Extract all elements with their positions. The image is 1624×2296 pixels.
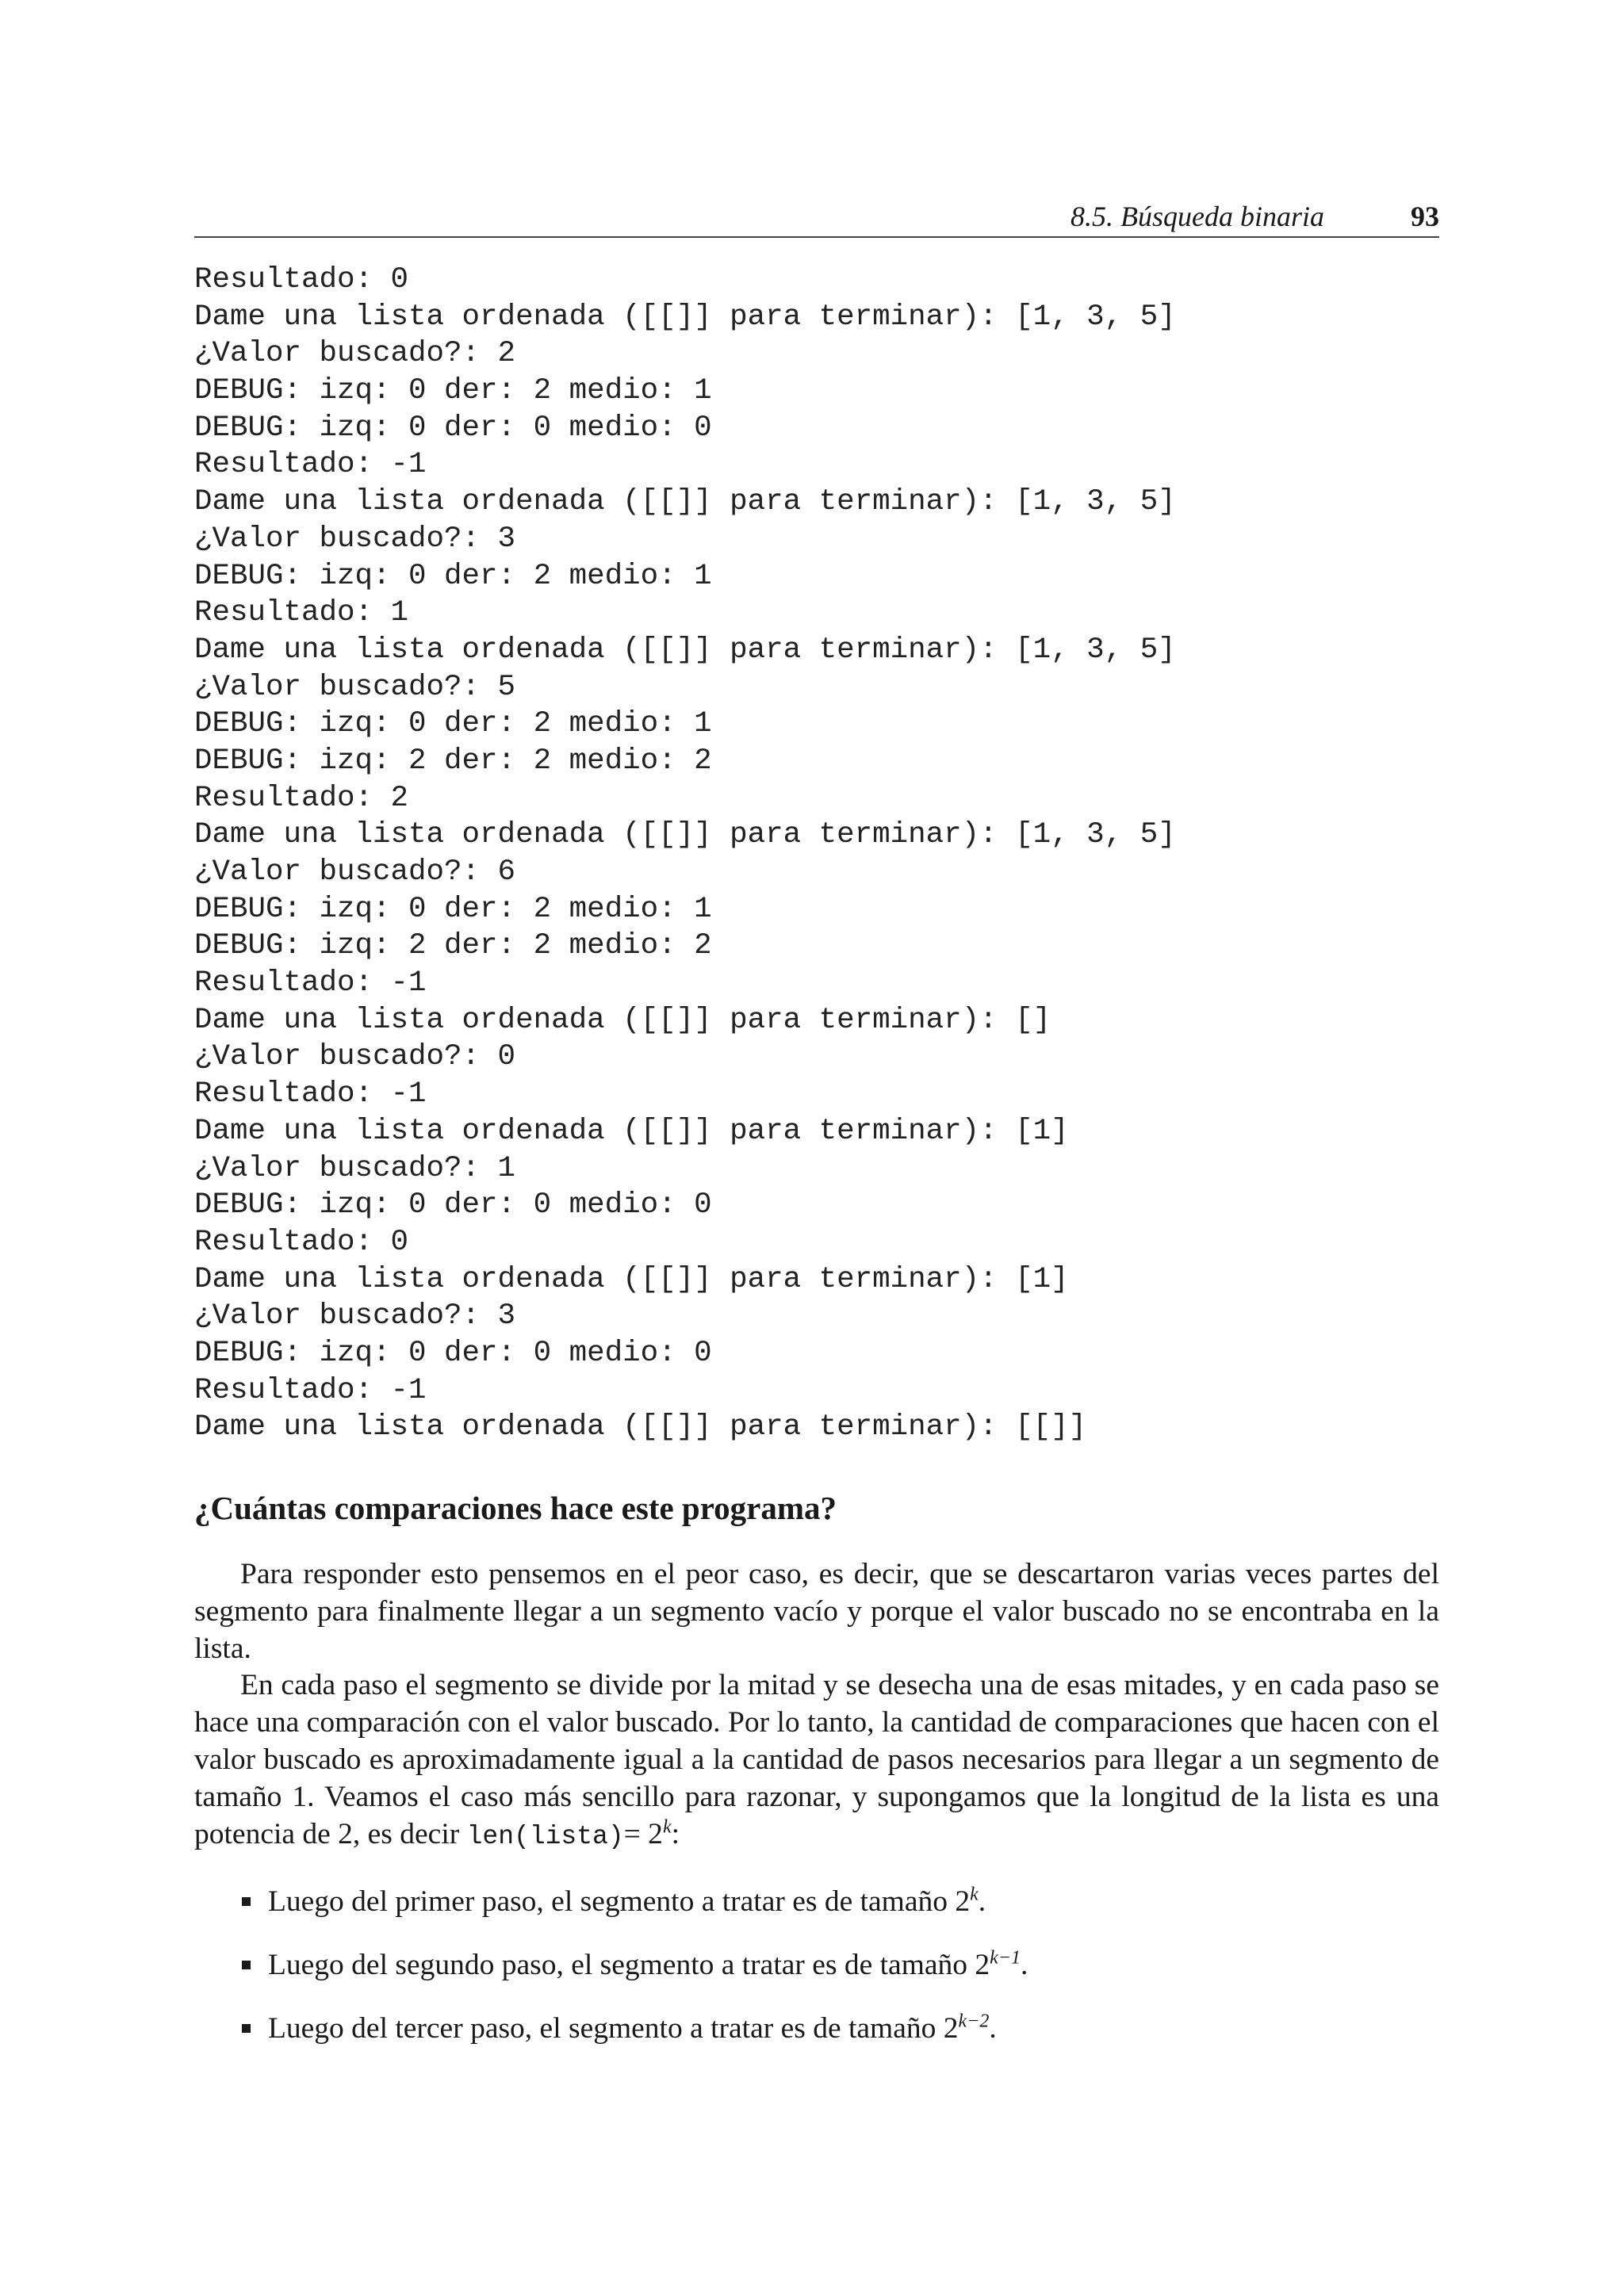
console-line: DEBUG: izq: 0 der: 2 medio: 1 [194,559,712,593]
bullet-square-icon [242,1897,251,1906]
console-line: Resultado: 0 [194,1225,409,1259]
list-item-end: . [978,1885,986,1918]
page-number: 93 [1411,201,1439,232]
list-item [194,1883,1028,1946]
console-line: Resultado: -1 [194,1077,427,1112]
list-item-end: . [989,2012,997,2045]
bullet-square-icon [242,1961,251,1969]
paragraph [194,1667,1439,1855]
console-line: Resultado: -1 [194,448,427,482]
header-section-title: 8.5. Búsqueda binaria [1071,201,1324,232]
paragraph-text: En cada paso el segmento se divide por la mitad y se desecha una de esas mitades, y en cada paso se hace una comparación con el valor buscado. Por lo tanto, la cantidad de comparaciones que hacen con el valor buscado es aproximadamente igual a la cantidad de pasos necesarios para llegar a un segmento de tamaño 1. Veamos el caso más sencillo para razonar, y supongamos que la longitud de la lista es una potencia de 2, es decir [194,1669,1439,1850]
console-line: Dame una lista ordenada ([[]] para terminar): [1, 3, 5] [194,300,1176,334]
console-line: Dame una lista ordenada ([[]] para terminar): [1] [194,1114,1069,1148]
console-line: DEBUG: izq: 0 der: 2 medio: 1 [194,707,712,741]
console-line: ¿Valor buscado?: 3 [194,522,516,556]
console-line: DEBUG: izq: 0 der: 2 medio: 1 [194,892,712,926]
console-line: ¿Valor buscado?: 0 [194,1040,516,1074]
exponent: k−2 [958,2011,990,2032]
paragraph: Para responder esto pensemos en el peor caso, es decir, que se descartaron varias veces partes del segmento para finalmente llegar a un segmento vacío y porque el valor buscado no se encontraba en la lista. [194,1558,1439,1665]
bullet-list [194,1883,1028,2073]
list-item-text: Luego del primer paso, el segmento a tratar es de tamaño 2 [268,1885,971,1918]
exponent: k−1 [990,1947,1021,1969]
list-item [194,1946,1028,2010]
console-line: ¿Valor buscado?: 2 [194,337,516,371]
bullet-square-icon [242,2024,251,2033]
console-line: Dame una lista ordenada ([[]] para terminar): [] [194,1003,1051,1037]
console-line: DEBUG: izq: 0 der: 0 medio: 0 [194,1188,712,1223]
exponent: k [662,1816,672,1838]
console-line: Dame una lista ordenada ([[]] para terminar): [1] [194,1262,1069,1296]
console-line: ¿Valor buscado?: 1 [194,1151,516,1185]
console-line: DEBUG: izq: 0 der: 0 medio: 0 [194,411,712,445]
console-line: Resultado: 2 [194,781,409,815]
exponent: k [970,1884,979,1905]
console-line: ¿Valor buscado?: 6 [194,855,516,889]
console-line: ¿Valor buscado?: 5 [194,670,516,704]
console-line: DEBUG: izq: 2 der: 2 medio: 2 [194,929,712,963]
console-line: DEBUG: izq: 2 der: 2 medio: 2 [194,744,712,778]
equation-text: = 2 [623,1818,663,1850]
list-item [194,2010,1028,2073]
console-line: Resultado: -1 [194,966,427,1001]
console-line: ¿Valor buscado?: 3 [194,1299,516,1334]
inline-code: len(lista) [466,1822,624,1851]
console-line: DEBUG: izq: 0 der: 2 medio: 1 [194,374,712,408]
list-item-text: Luego del tercer paso, el segmento a tratar es de tamaño 2 [268,2012,959,2045]
running-header [194,190,1439,238]
list-item-end: . [1021,1949,1028,1981]
console-line: DEBUG: izq: 0 der: 0 medio: 0 [194,1336,712,1370]
console-line: Resultado: 1 [194,596,409,630]
section-heading: ¿Cuántas comparaciones hace este programa? [194,1490,837,1526]
console-output [194,262,1176,1446]
paragraph-end: : [671,1818,680,1850]
console-line: Resultado: -1 [194,1373,427,1407]
console-line: Dame una lista ordenada ([[]] para terminar): [1, 3, 5] [194,818,1176,852]
list-item-text: Luego del segundo paso, el segmento a tratar es de tamaño 2 [268,1949,990,1981]
console-line: Dame una lista ordenada ([[]] para terminar): [1, 3, 5] [194,485,1176,519]
console-line: Dame una lista ordenada ([[]] para terminar): [[]] [194,1410,1087,1445]
console-line: Resultado: 0 [194,263,409,297]
console-line: Dame una lista ordenada ([[]] para terminar): [1, 3, 5] [194,633,1176,667]
